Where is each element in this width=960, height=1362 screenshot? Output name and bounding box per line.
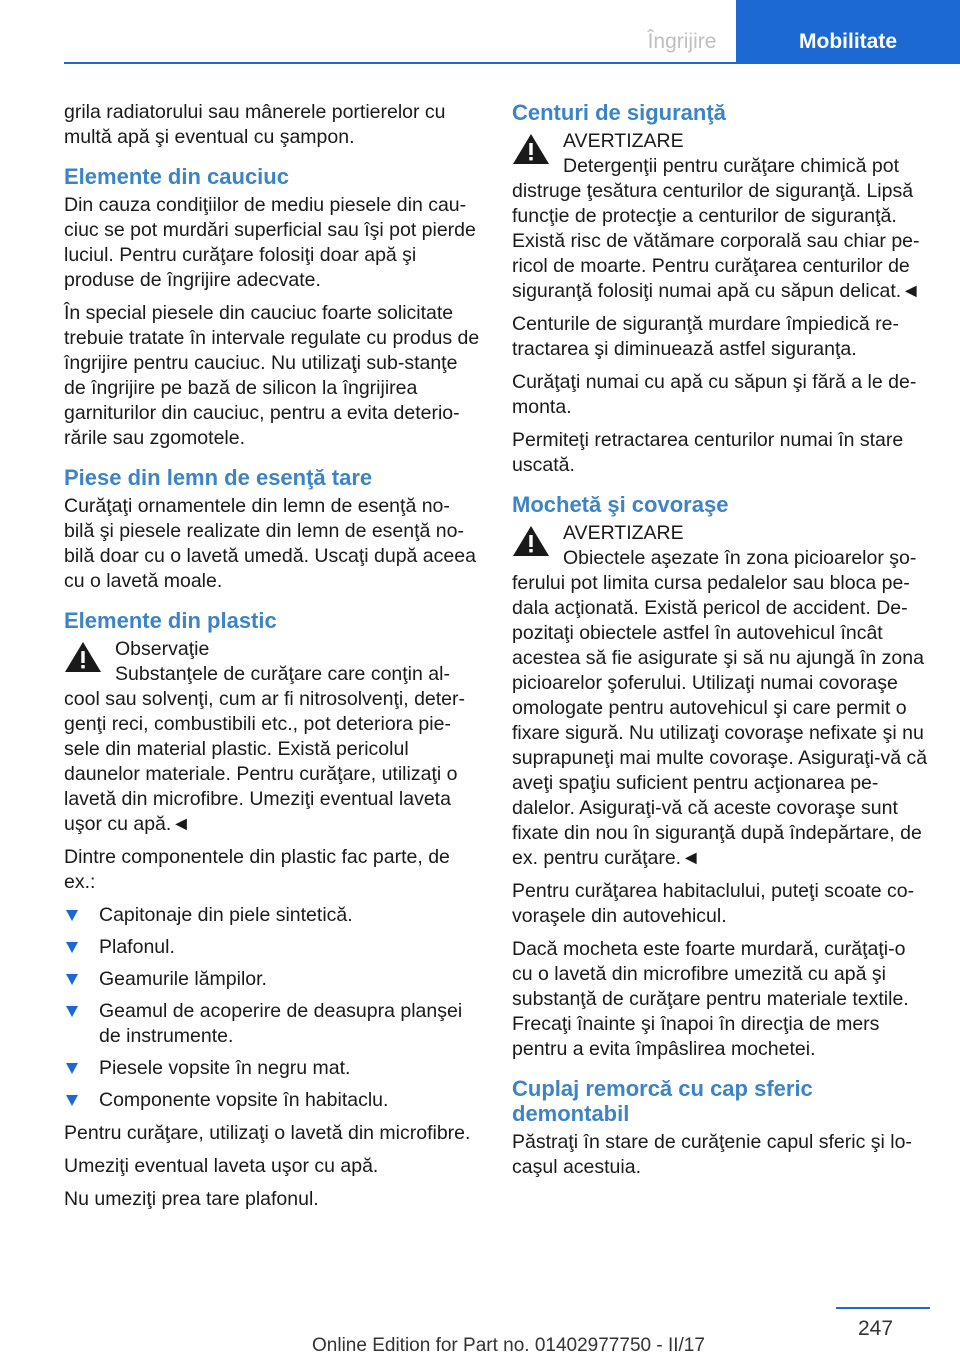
belts-paragraph-2: Curăţaţi numai cu apă cu săpun şi fără a le de‐monta. bbox=[512, 371, 917, 418]
carpet-paragraph-1: Pentru curăţarea habitaclului, puteţi scoate co‐voraşele din autovehicul. bbox=[512, 880, 915, 927]
belts-paragraph-1: Centurile de siguranţă murdare împiedică re‐tractarea şi diminuează astfel siguranţa. bbox=[512, 313, 899, 360]
page-header bbox=[628, 0, 960, 62]
wood-paragraph: Curăţaţi ornamentele din lemn de esenţă no‐bilă şi piesele realizate din lemn de esenţă no‐bilă doar cu o lavetă umedă. Uscaţi după aceea cu o lavetă moale. bbox=[64, 495, 476, 592]
hitch-paragraph: Păstraţi în stare de curăţenie capul sferic şi lo‐caşul acestuia. bbox=[512, 1131, 912, 1178]
footer-divider bbox=[836, 1307, 930, 1309]
warning-triangle-icon bbox=[512, 525, 550, 557]
plastic-paragraph-4: Nu umeziţi prea tare plafonul. bbox=[64, 1188, 319, 1210]
edition-footer: Online Edition for Part no. 01402977750 - II/17 bbox=[312, 1335, 705, 1356]
warning-triangle-icon bbox=[512, 133, 550, 165]
header-divider bbox=[64, 62, 960, 64]
belts-warning-text: Detergenţii pentru curăţare chimică pot distruge ţesătura centurilor de siguranţă. Lipsă funcţie de protecţie a centurilor de siguranţă. Există risc de vătămare corporală sau chiar pe‐ricol de moarte. Pentru curăţarea centurilor de siguranţă folosiţi numai apă cu săpun delicat.◄ bbox=[512, 155, 921, 302]
plastic-warning-text: Substanţele de curăţare care conţin al‐cool sau solvenţi, cum ar fi nitrosolvenţi, deter‐genţi reci, combustibili etc., pot deteriora pie‐sele din material plastic. Există pericolul daunelor materiale. Pentru curăţare, utilizaţi o lavetă din microfibre. Umeziţi eventual laveta uşor cu apă.◄ bbox=[64, 663, 466, 835]
list-item: Geamurile lămpilor. bbox=[64, 967, 480, 992]
carpet-paragraph-2: Dacă mocheta este foarte murdară, curăţaţi-o cu o lavetă din microfibre umezită cu apă şi substanţă de curăţare pentru materiale textile. Frecaţi înainte şi înapoi în direcţia de mers pentru a evita împâslirea mochetei. bbox=[512, 938, 909, 1060]
plastic-paragraph-1: Dintre componentele din plastic fac parte, de ex.: bbox=[64, 846, 450, 893]
carpet-section-heading: Mochetă şi covoraşe bbox=[512, 492, 729, 517]
list-item: Piesele vopsite în negru mat. bbox=[64, 1056, 480, 1081]
section-tab-mobilitate: Mobilitate bbox=[736, 0, 960, 62]
right-column bbox=[512, 100, 928, 1188]
plastic-components-list bbox=[64, 903, 480, 1113]
plastic-warning-label: Observaţie bbox=[115, 638, 210, 660]
plastic-section-heading: Elemente din plastic bbox=[64, 608, 277, 633]
belts-section-heading: Centuri de siguranţă bbox=[512, 100, 726, 125]
page-number: 247 bbox=[858, 1317, 894, 1340]
rubber-paragraph-2: În special piesele din cauciuc foarte solicitate trebuie tratate în intervale regulate cu produs de îngrijire pentru cauciuc. Nu utilizaţi sub‐stanţe de îngrijire pe bază de silicon la îngrijirea garniturilor din cauciuc, pentru a evita deterio‐rările sau zgomotele. bbox=[64, 302, 480, 449]
plastic-paragraph-3: Umeziţi eventual laveta uşor cu apă. bbox=[64, 1155, 379, 1177]
plastic-paragraph-2: Pentru curăţare, utilizaţi o lavetă din microfibre. bbox=[64, 1122, 471, 1144]
rubber-paragraph-1: Din cauza condiţiilor de mediu piesele din cau‐ciuc se pot murdări superficial sau îşi pot pierde luciul. Pentru curăţare folosiţi doar apă şi produse de îngrijire adecvate. bbox=[64, 194, 476, 291]
intro-paragraph: grila radiatorului sau mânerele portierelor cu multă apă şi eventual cu şampon. bbox=[64, 101, 446, 148]
carpet-warning-label: AVERTIZARE bbox=[563, 522, 684, 544]
section-tab-ingrijire: Îngrijire bbox=[647, 30, 717, 53]
belts-warning-label: AVERTIZARE bbox=[563, 130, 684, 152]
left-column bbox=[64, 100, 480, 1220]
list-item: Geamul de acoperire de deasupra planşei de instrumente. bbox=[64, 999, 480, 1049]
list-item: Capitonaje din piele sintetică. bbox=[64, 903, 480, 928]
carpet-warning bbox=[512, 521, 928, 871]
carpet-warning-text: Obiectele aşezate în zona picioarelor şo‐ferului pot limita cursa pedalelor sau bloca pe‐dala acţionată. Există pericol de accident. De‐pozitaţi obiectele astfel în autovehicul încât acestea să fie asigurate şi să nu ajungă în zona picioarelor şoferului. Utilizaţi numai covoraşe omologate pentru autovehicul şi care permit o fixare sigură. Nu utilizaţi covoraşe nefixate şi nu suprapuneţi mai multe covoraşe. Asiguraţi-vă că aveţi spaţiu suficient pentru acţionarea pe‐dalelor. Asiguraţi-vă că aceste covoraşe sunt fixate din nou în siguranţă după îndepărtare, de ex. pentru curăţare.◄ bbox=[512, 547, 928, 869]
warning-triangle-icon bbox=[64, 641, 102, 673]
hitch-section-heading: Cuplaj remorcă cu cap sferic demontabil bbox=[512, 1076, 813, 1126]
list-item: Plafonul. bbox=[64, 935, 480, 960]
belts-paragraph-3: Permiteţi retractarea centurilor numai în stare uscată. bbox=[512, 429, 904, 476]
plastic-warning bbox=[64, 637, 480, 837]
belts-warning bbox=[512, 129, 928, 304]
list-item: Componente vopsite în habitaclu. bbox=[64, 1088, 480, 1113]
rubber-section-heading: Elemente din cauciuc bbox=[64, 164, 289, 189]
wood-section-heading: Piese din lemn de esenţă tare bbox=[64, 465, 373, 490]
